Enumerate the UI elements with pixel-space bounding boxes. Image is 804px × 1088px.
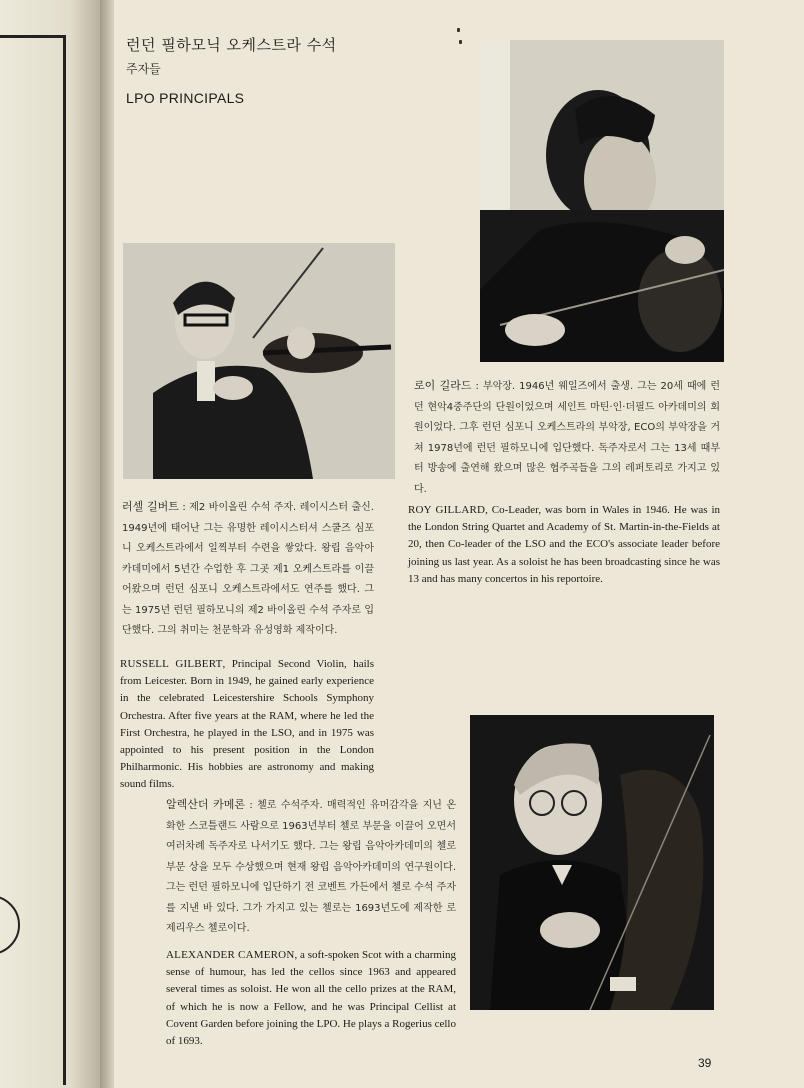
bio-english-russell-gilbert — [120, 656, 374, 794]
photo-roy-gillard — [480, 40, 724, 362]
photo-russell-gilbert — [123, 243, 395, 479]
page-number: 39 — [698, 1056, 712, 1070]
book-gutter — [100, 0, 114, 1088]
bio-korean-text: : 제2 바이올린 수석 주자. 레이시스터 출신. 1949년에 태어난 그는 유명한 레이시스터셔 스쿨즈 심포니 오케스트라에서 일찍부터 수련을 쌓았다. 왕립 음악아카데미에서 5년간 수업한 후 그곳 제1 오케스트라를 이끌어왔으며 런던 심포니 오케스트라에서도 연주를 했다. 그는 1975년 런던 필하모니의 제2 바이올린 수석 주자로 입단했다. 그의 취미는 천문학과 유성영화 제작이다. — [122, 502, 374, 636]
bio-english-text: , a soft-spoken Scot with a charming sense of humour, has led the cellos since 1963 and appeared several times as soloist. He won all the cello prizes at the RAM, of which he is now a Fellow, and he was Principal Cellist at Covent Garden before joining the LPO. He plays a Rogerius cello of 1693. — [166, 949, 456, 1048]
name-english-roy-gillard: ROY GILLARD — [408, 504, 486, 516]
page-subtitle-korean: 주자들 — [126, 62, 161, 76]
bio-korean-roy-gillard — [414, 376, 720, 500]
name-korean-alexander-cameron: 알렉산더 카메론 — [166, 798, 246, 811]
bio-korean-alexander-cameron — [166, 795, 456, 940]
name-korean-roy-gillard: 로이 길라드 — [414, 379, 472, 392]
bio-english-text: , Co-Leader, was born in Wales in 1946. He was in the London String Quartet and Academy of St. Martin-in-the-Fields at 20, then Co-leader of the LSO and the ECO's associate leader before joining us last year. As a soloist he has been broadcasting since he was 13 and has many concertos in his reportoire. — [408, 504, 720, 585]
name-english-russell-gilbert: RUSSELL GILBERT — [120, 658, 223, 670]
bio-english-roy-gillard — [408, 502, 720, 588]
bio-korean-text: : 부악장. 1946년 웨일즈에서 출생. 그는 20세 때에 런던 현악4중주단의 단원이었으며 세인트 마틴·인·더필드 아카데미의 회원이었다. 그후 런던 심포니 오케스트라의 부악장, ECO의 부악장을 거쳐 1978년에 런던 필하모니에 입단했다. 독주자로서 그는 13세 때부터 방송에 출연해 왔으며 많은 협주곡들을 그의 레퍼토리로 가지고 있다. — [414, 381, 720, 495]
page-title-korean: 런던 필하모닉 오케스트라 수석 — [126, 36, 337, 54]
bio-english-alexander-cameron — [166, 947, 456, 1050]
print-mark — [457, 28, 460, 32]
name-english-alexander-cameron: ALEXANDER CAMERON — [166, 949, 295, 961]
bio-korean-russell-gilbert — [122, 497, 374, 642]
facing-page — [0, 0, 100, 1088]
name-korean-russell-gilbert: 러셀 길버트 — [122, 500, 179, 513]
bio-korean-text: : 첼로 수석주자. 매력적인 유머감각을 지닌 온화한 스코틀랜드 사람으로 1963년부터 첼로 부문을 이끌어 오면서 여러차례 독주자로 나서기도 했다. 그는 왕립 음악아카데미의 첼로부문 상을 모두 수상했으며 현재 왕립 음악아카데미의 연구원이다. 그는 런던 필하모니에 입단하기 전 코벤트 가든에서 첼로 수석 주자를 지낸 바 있다. 그가 가지고 있는 첼로는 1693년도에 제작한 로제리우스 첼로이다. — [166, 800, 456, 934]
page-title-english: LPO PRINCIPALS — [126, 90, 245, 106]
photo-alexander-cameron — [470, 715, 714, 1010]
bio-english-text: , Principal Second Violin, hails from Leicester. Born in 1949, he gained early experience in the celebrated Leicestershire Schools Symphony Orchestra. After five years at the RAM, where he led the First Orchestra, he played in the LSO, and in 1975 was appointed to his present position in the London Philharmonic. His hobbies are astronomy and making sound films. — [120, 658, 375, 791]
print-mark — [459, 40, 462, 44]
